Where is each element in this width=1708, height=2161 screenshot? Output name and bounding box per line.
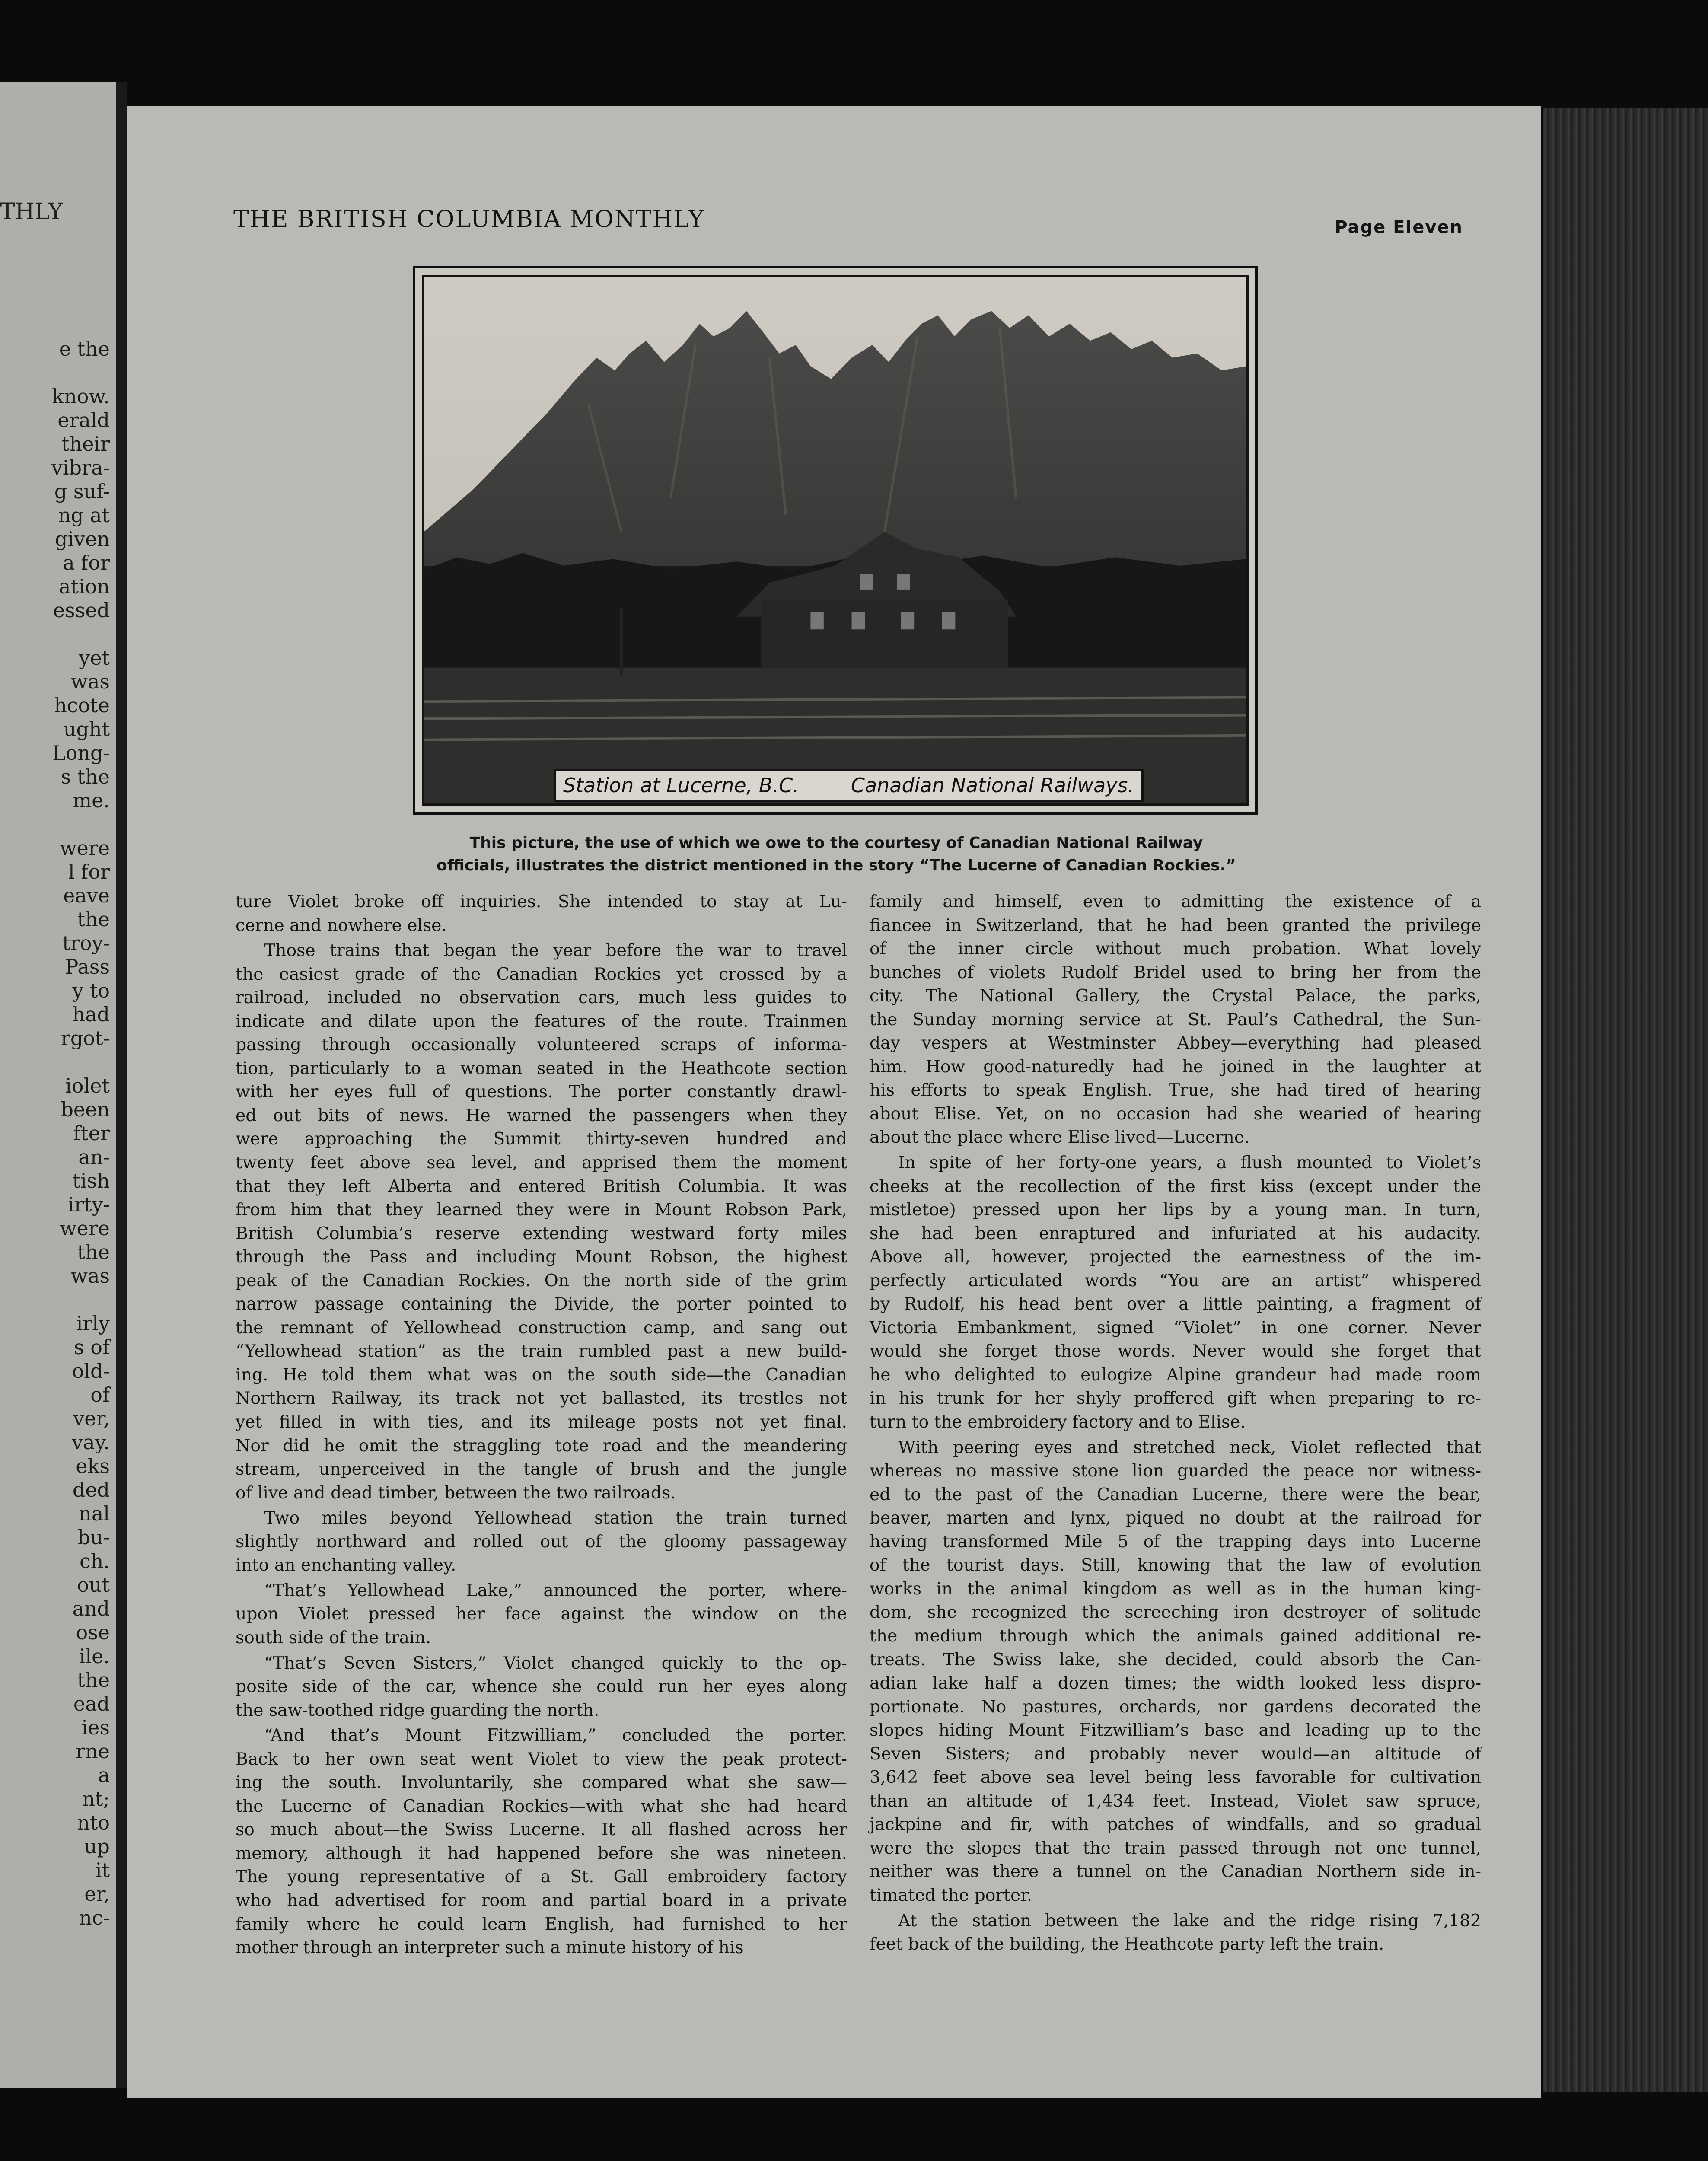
text-line: into an enchanting valley.	[236, 1555, 456, 1575]
text-line: by Rudolf, his head bent over a little painting, a fragment of	[870, 1294, 1481, 1314]
photo	[422, 275, 1249, 806]
facing-page-fragment	[0, 82, 127, 2088]
text-line: passing through occasionally volunteered scraps of informa-	[236, 1035, 847, 1055]
text-line: mistletoe) pressed upon her lips by a young man. In turn,	[870, 1200, 1481, 1220]
text-line: tion, particularly to a woman seated in the Heathcote section	[236, 1058, 847, 1078]
text-line: “That’s Seven Sisters,” Violet changed quickly to the op-	[264, 1653, 847, 1673]
paragraph	[870, 890, 1481, 1150]
text-line: 3,642 feet above sea level being less favorable for cultivation	[870, 1768, 1481, 1788]
text-line: who had advertised for room and partial board in a private	[236, 1890, 847, 1910]
text-line: bunches of violets Rudolf Bridel used to bring her from the	[870, 963, 1481, 982]
magazine-page	[127, 106, 1541, 2098]
text-line: Two miles beyond Yellowhead station the train turned	[264, 1508, 847, 1528]
text-line: of the inner circle without much probation. What lovely	[870, 939, 1481, 959]
text-line: the remnant of Yellowhead construction camp, and sang out	[236, 1318, 847, 1338]
text-line: she had been enraptured and infuriated at his audacity.	[870, 1224, 1481, 1243]
text-line: south side of the train.	[236, 1628, 431, 1648]
text-line: fiancee in Switzerland, that he had been granted the privilege	[870, 915, 1481, 935]
photo-plate-credit: Canadian National Railways.	[851, 774, 1134, 797]
text-line: ing the south. Involuntarily, she compared what she saw—	[236, 1773, 847, 1793]
caption-line: This picture, the use of which we owe to the courtesy of Canadian National Railway	[469, 834, 1203, 852]
text-line: ed out bits of news. He warned the passengers when they	[236, 1106, 847, 1125]
text-line: stream, unperceived in the tangle of brush and the jungle	[236, 1460, 847, 1479]
text-line: “Yellowhead station” as the train rumbled past a new build-	[236, 1342, 847, 1361]
text-line: British Columbia’s reserve extending westward forty miles	[236, 1224, 847, 1243]
paragraph	[236, 1724, 847, 1960]
text-line: turn to the embroidery factory and to Elise.	[870, 1412, 1246, 1432]
text-line: In spite of her forty-one years, a flush mounted to Violet’s	[898, 1153, 1481, 1173]
text-line: slightly northward and rolled out of the gloomy passageway	[236, 1532, 847, 1552]
paragraph	[870, 1909, 1481, 1957]
text-line: At the station between the lake and the ridge rising 7,182	[898, 1911, 1481, 1931]
text-line: he who delighted to eulogize Alpine grandeur had made room	[870, 1365, 1481, 1385]
text-line: ed to the past of the Canadian Lucerne, there were the bear,	[870, 1485, 1481, 1504]
text-line: narrow passage containing the Divide, the porter pointed to	[236, 1294, 847, 1314]
text-line: would she forget those words. Never would she forget that	[870, 1342, 1481, 1361]
facing-page-header: THLY	[0, 199, 63, 225]
text-line: through the Pass and including Mount Robson, the highest	[236, 1247, 847, 1267]
text-line: Back to her own seat went Violet to view the peak protect-	[236, 1749, 847, 1769]
text-line: Above all, however, projected the earnestness of the im-	[870, 1247, 1481, 1267]
text-line: from him that they learned they were in Mount Robson Park,	[236, 1200, 847, 1220]
mountain-station-photo	[424, 277, 1246, 803]
text-line: neither was there a tunnel on the Canadian Northern side in-	[870, 1862, 1481, 1882]
text-line: in his trunk for her shyly proffered gift when preparing to re-	[870, 1389, 1481, 1409]
photo-frame	[413, 266, 1258, 815]
text-line: posite side of the car, whence she could run her eyes along	[236, 1677, 847, 1697]
article-left-column	[236, 890, 847, 1962]
text-line: indicate and dilate upon the features of the route. Trainmen	[236, 1011, 847, 1031]
text-line: beaver, marten and lynx, piqued no doubt at the railroad for	[870, 1508, 1481, 1528]
text-line: whereas no massive stone lion guarded the peace nor witness-	[870, 1461, 1481, 1481]
text-line: “That’s Yellowhead Lake,” announced the porter, where-	[264, 1581, 847, 1600]
text-line: ing. He told them what was on the south side—the Canadian	[236, 1365, 847, 1385]
text-line: With peering eyes and stretched neck, Violet reflected that	[898, 1437, 1481, 1457]
text-line: portionate. No pastures, orchards, nor gardens decorated the	[870, 1697, 1481, 1717]
text-line: family and himself, even to admitting the existence of a	[870, 892, 1481, 912]
text-line: ture Violet broke off inquiries. She intended to stay at Lu-	[236, 892, 847, 912]
text-line: him. How good-naturedly had he joined in the laughter at	[870, 1057, 1481, 1077]
text-line: his efforts to speak English. True, she had tired of hearing	[870, 1080, 1481, 1100]
paragraph	[236, 1507, 847, 1578]
text-line: perfectly articulated words “You are an artist” whispered	[870, 1271, 1481, 1291]
text-line: about Elise. Yet, on no occasion had she wearied of hearing	[870, 1104, 1481, 1124]
text-line: upon Violet pressed her face against the window on the	[236, 1604, 847, 1624]
text-line: were the slopes that the train passed through not one tunnel,	[870, 1838, 1481, 1858]
text-line: The young representative of a St. Gall embroidery factory	[236, 1867, 847, 1887]
text-line: memory, although it had happened before she was nineteen.	[236, 1843, 847, 1863]
text-line: the saw-toothed ridge guarding the north.	[236, 1700, 599, 1720]
text-line: that they left Alberta and entered British Columbia. It was	[236, 1176, 847, 1196]
text-line: Northern Railway, its track not yet ballasted, its trestles not	[236, 1389, 847, 1409]
caption-line: officials, illustrates the district mentioned in the story “The Lucerne of Canadian Rockies.”	[437, 857, 1236, 874]
text-line: cheeks at the recollection of the first kiss (except under the	[870, 1176, 1481, 1196]
text-line: Seven Sisters; and probably never would—an altitude of	[870, 1744, 1481, 1764]
text-line: cerne and nowhere else.	[236, 915, 447, 935]
running-title: THE BRITISH COLUMBIA MONTHLY	[233, 205, 705, 233]
text-line: with her eyes full of questions. The porter constantly drawl-	[236, 1082, 847, 1102]
text-line: feet back of the building, the Heathcote party left the train.	[870, 1935, 1384, 1954]
text-line: twenty feet above sea level, and apprised them the moment	[236, 1153, 847, 1173]
photo-caption	[374, 832, 1299, 877]
text-line: “And that’s Mount Fitzwilliam,” concluded the porter.	[264, 1726, 847, 1746]
paragraph	[870, 1151, 1481, 1434]
text-line: yet filled in with ties, and its mileage posts not yet final.	[236, 1412, 847, 1432]
text-line: treats. The Swiss lake, she decided, could absorb the Can-	[870, 1650, 1481, 1670]
text-line: mother through an interpreter such a minute history of his	[236, 1938, 744, 1958]
facing-page-text: e the know. erald their vibra- g suf- ng at given a for ation essed yet was hcote ught Long- s the me. were l for eave the troy- Pass y to had rgot- iolet been fter an- tish irty- were the was irly s of old- of ver, vay. eks ded nal bu- ch. out and ose ile. the ead ies rne a nt; nto up it er, nc-	[51, 337, 110, 1929]
text-line: about the place where Elise lived—Lucerne.	[870, 1128, 1250, 1147]
text-line: so much about—the Swiss Lucerne. It all flashed across her	[236, 1820, 847, 1840]
paragraph	[236, 1579, 847, 1650]
paragraph	[236, 1652, 847, 1723]
article-right-column	[870, 890, 1481, 1958]
text-line: adian lake half a dozen times; the width looked less dispro-	[870, 1673, 1481, 1693]
text-line: Victoria Embankment, signed “Violet” in one corner. Never	[870, 1318, 1481, 1338]
text-line: of live and dead timber, between the two railroads.	[236, 1483, 676, 1503]
text-line: city. The National Gallery, the Crystal Palace, the parks,	[870, 986, 1481, 1006]
text-line: day vespers at Westminster Abbey—everything had pleased	[870, 1033, 1481, 1053]
text-line: the easiest grade of the Canadian Rockies yet crossed by a	[236, 964, 847, 984]
text-line: family where he could learn English, had furnished to her	[236, 1914, 847, 1934]
text-line: of the tourist days. Still, knowing that the law of evolution	[870, 1555, 1481, 1575]
text-line: the medium through which the animals gained additional re-	[870, 1626, 1481, 1646]
book-edge	[1543, 108, 1708, 2092]
photo-plate	[554, 769, 1144, 802]
text-line: railroad, included no observation cars, much less guides to	[236, 988, 847, 1008]
text-line: Nor did he omit the straggling tote road and the meandering	[236, 1436, 847, 1456]
text-line: having transformed Mile 5 of the trapping days into Lucerne	[870, 1532, 1481, 1552]
page-number: Page Eleven	[1335, 217, 1463, 237]
text-line: dom, she recognized the screeching iron destroyer of solitude	[870, 1603, 1481, 1622]
text-line: were approaching the Summit thirty-seven hundred and	[236, 1129, 847, 1149]
paragraph	[870, 1436, 1481, 1908]
paragraph	[236, 939, 847, 1505]
text-line: slopes hiding Mount Fitzwilliam’s base and leading up to the	[870, 1721, 1481, 1740]
text-line: jackpine and fir, with patches of windfalls, and so gradual	[870, 1815, 1481, 1835]
text-line: works in the animal kingdom as well as in the human king-	[870, 1579, 1481, 1599]
text-line: than an altitude of 1,434 feet. Instead, Violet saw spruce,	[870, 1791, 1481, 1811]
photo-plate-location: Station at Lucerne, B.C.	[563, 774, 799, 797]
text-line: timated the porter.	[870, 1885, 1032, 1905]
text-line: peak of the Canadian Rockies. On the north side of the grim	[236, 1271, 847, 1291]
text-line: Those trains that began the year before the war to travel	[264, 941, 847, 961]
paragraph	[236, 890, 847, 937]
text-line: the Lucerne of Canadian Rockies—with what she had heard	[236, 1796, 847, 1816]
text-line: the Sunday morning service at St. Paul’s Cathedral, the Sun-	[870, 1010, 1481, 1030]
